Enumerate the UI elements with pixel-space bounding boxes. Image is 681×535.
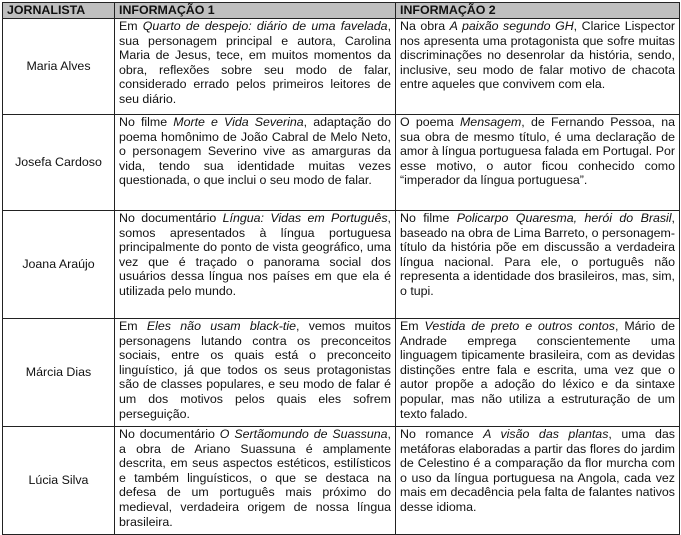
text-run: Em <box>400 319 425 333</box>
text-run: Em <box>119 319 147 333</box>
header-informacao-2: INFORMAÇÃO 2 <box>396 3 680 19</box>
text-run: , adaptação do poema homônimo de João Cabral de Melo Neto, o personagem Severino vive as amarguras da vida, tendo sua identidade muitas vezes questionada, o que inclui o seu modo de falar. <box>119 115 391 188</box>
work-title: Policarpo Quaresma, herói do Brasil <box>456 211 672 225</box>
table-row <box>3 19 680 115</box>
work-title: O Sertãomundo de Suassuna <box>219 427 388 441</box>
work-title: A paixão segundo GH <box>449 19 574 33</box>
text-run: No documentário <box>119 427 220 441</box>
info-1-cell <box>115 115 396 211</box>
work-title: Quarto de despejo: diário de uma favelada <box>142 19 388 33</box>
work-title: A visão das plantas <box>483 427 609 441</box>
info-2-cell <box>396 19 680 115</box>
text-run: , a obra de Ariano Suassuna é amplamente descrita, em seus aspectos estéticos, estilísticos e também linguísticos, o que se destaca na defesa de um português mais próximo do medieval, verdadeira origem de nossa língua brasileira. <box>119 427 391 529</box>
header-jornalista: JORNALISTA <box>3 3 115 19</box>
info-2-cell <box>396 319 680 427</box>
table-row <box>3 427 680 535</box>
text-run: , somos apresentados à língua portuguesa principalmente do ponto de vista geográfico, uma vez que é traçado o panorama social dos usuários dessa língua nos países em que ela é utilizada pelo mundo. <box>119 211 391 298</box>
text-run: Na obra <box>400 19 450 33</box>
work-title: Morte e Vida Severina <box>173 115 304 129</box>
text-run: O poema <box>400 115 460 129</box>
header-row <box>3 3 680 19</box>
text-run: , vemos muitos personagens lutando contra os preconceitos sociais, entre os quais está o preconceito linguístico, já que todos os seus protagonistas são de classes populares, e seu modo de falar é um dos motivos pelos quais eles sofrem perseguição. <box>119 319 391 421</box>
text-run: Em <box>119 19 143 33</box>
text-run: , sua personagem principal e autora, Carolina Maria de Jesus, tece, em muitos momentos da obra, reflexões sobre seu modo de falar, considerado errado pelos primeiros leitores de seu diário. <box>119 19 392 106</box>
header-informacao-1: INFORMAÇÃO 1 <box>115 3 396 19</box>
info-1-cell <box>115 319 396 427</box>
work-title: Língua: Vidas em Português <box>222 211 388 225</box>
text-run: , baseado na obra de Lima Barreto, o personagem-título da história põe em discussão a verdadeira língua nacional. Para ele, o português não representa a identidade dos brasileiros, mas, sim, o tupi. <box>400 211 675 298</box>
work-title: Eles não usam black-tie <box>146 319 296 333</box>
table-row <box>3 211 680 319</box>
info-2-cell <box>396 115 680 211</box>
journalist-name: Lúcia Silva <box>3 427 115 535</box>
text-run: , de Fernando Pessoa, na sua obra de mesmo título, é uma declaração de amor à língua portuguesa falada em Portugal. Por esse motivo, o autor ficou conhecido como “imperador da língua portuguesa”. <box>400 115 675 188</box>
text-run: , uma das metáforas elaboradas a partir das flores do jardim de Celestino é a comparação da flor murcha com o uso da língua portuguesa na Angola, cada vez mais em decadência pela falta de falantes nativos desse idioma. <box>400 427 675 514</box>
text-run: , Mário de Andrade emprega conscientemente uma linguagem tipicamente brasileira, com as devidas distinções entre fala e escrita, uma vez que o autor propõe a adoção do léxico e da sintaxe popular, mas não utiliza a estruturação de um texto falado. <box>400 319 676 421</box>
work-title: Vestida de preto e outros contos <box>424 319 615 333</box>
journalist-table <box>2 2 680 535</box>
journalist-name: Márcia Dias <box>3 319 115 427</box>
text-run: No filme <box>400 211 457 225</box>
text-run: No filme <box>119 115 174 129</box>
table-row <box>3 319 680 427</box>
work-title: Mensagem <box>459 115 522 129</box>
info-2-cell <box>396 211 680 319</box>
journalist-name: Joana Araújo <box>3 211 115 319</box>
table-row <box>3 115 680 211</box>
text-run: , Clarice Lispector nos apresenta uma protagonista que sofre muitas discriminações no desenrolar da história, sendo, inclusive, seu modo de falar motivo de chacota entre aqueles que convivem com ela. <box>400 19 675 92</box>
info-2-cell <box>396 427 680 535</box>
info-1-cell <box>115 19 396 115</box>
info-1-cell <box>115 211 396 319</box>
journalist-name: Josefa Cardoso <box>3 115 115 211</box>
journalist-name: Maria Alves <box>3 19 115 115</box>
info-1-cell <box>115 427 396 535</box>
text-run: No romance <box>400 427 484 441</box>
text-run: No documentário <box>119 211 223 225</box>
